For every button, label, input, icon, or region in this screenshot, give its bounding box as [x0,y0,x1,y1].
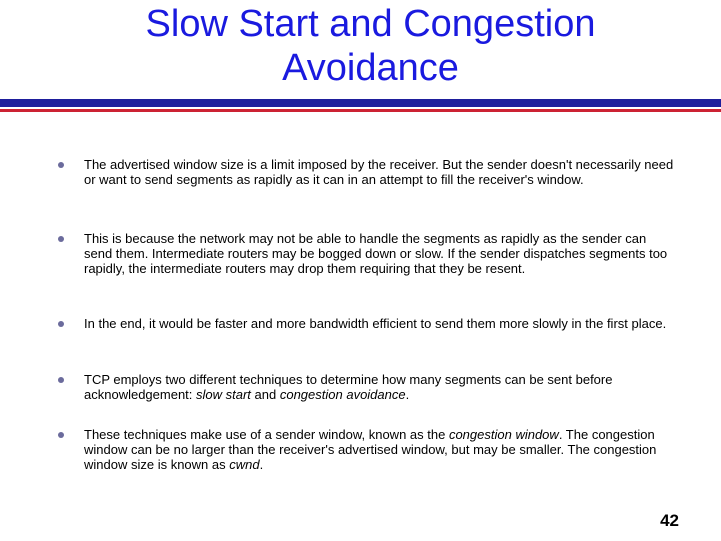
emphasis-slow-start: slow start [196,387,251,402]
page-number: 42 [660,511,679,530]
bullet-dot-icon [58,377,64,383]
text-run: . [405,387,410,402]
text-run: TCP employs two different techniques to determine how many segments can be sent before acknowledgement: [84,372,613,402]
bullet-text [84,372,674,402]
text-run: . The congestion window can be no larger than the receiver's advertised window, but may be smaller. The congestion window size is known as [84,427,657,472]
emphasis-cwnd: cwnd [229,457,260,472]
title-line-2: Avoidance [282,47,459,89]
bullet-dot-icon [58,321,64,327]
bullet-dot-icon [58,236,64,242]
text-run: These techniques make use of a sender window, known as the [84,427,449,442]
bullet-text: In the end, it would be faster and more bandwidth efficient to send them more slowly in the first place. [84,316,667,331]
text-run: . [259,457,264,472]
text-run: and [250,387,280,402]
bullet-text [84,427,674,472]
title-line-1: Slow Start and Congestion [145,3,596,45]
bullet-dot-icon [58,162,64,168]
emphasis-congestion-window: congestion window [448,427,559,442]
emphasis-congestion-avoidance: congestion avoidance [279,387,406,402]
bullet-text: The advertised window size is a limit imposed by the receiver. But the sender doesn't necessarily need or want to send segments as rapidly as it can in an attempt to fill the receiver's window. [84,157,674,187]
bullet-text: This is because the network may not be able to handle the segments as rapidly as the sender can send them. Intermediate routers may be bogged down or slow. If the sender dispatches segments too rapidly, the intermediate routers may drop them requiring that they be resent. [84,231,668,276]
bullet-dot-icon [58,432,64,438]
